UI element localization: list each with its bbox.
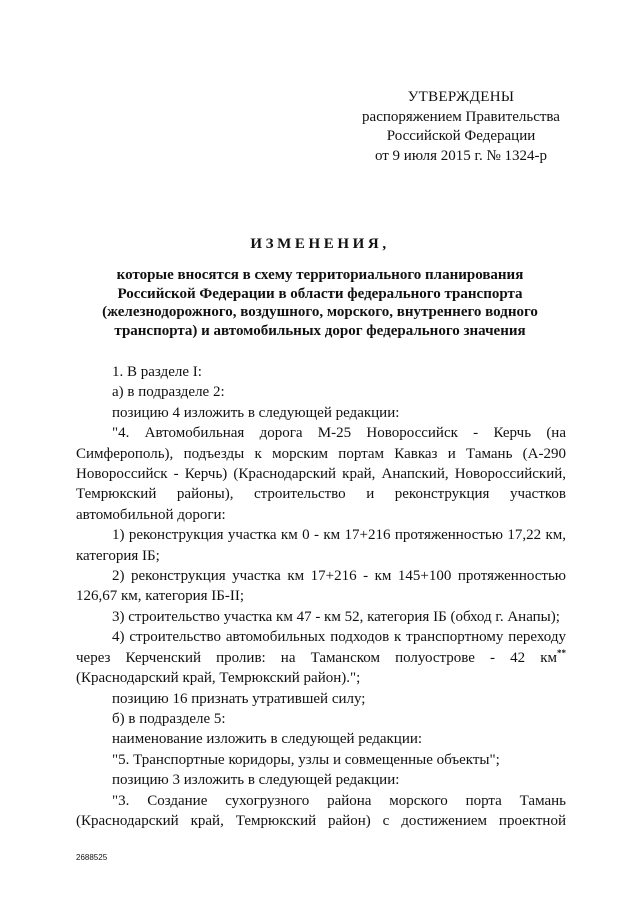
paragraph-position-3: "3. Создание сухогрузного района морского порта Тамань (Краснодарский край, Темрюкский район) с достижением проектной bbox=[76, 792, 566, 829]
subtitle-line-3: (железнодорожного, воздушного, морского, внутреннего водного bbox=[102, 304, 538, 320]
approval-title: УТВЕРЖДЕНЫ bbox=[407, 89, 515, 105]
paragraph-section-1: 1. В разделе I: bbox=[112, 364, 202, 380]
paragraph-position-4: "4. Автомобильная дорога М-25 Новороссийск - Керчь (на Симферополь), подъезды к морским портам Кавказ и Тамань (А-290 Новороссийск - Керчь) (Краснодарский край, Анапский, Новороссийский, Темрюкский районы), строительство и реконструкция участков автомобильной дороги: bbox=[76, 425, 566, 523]
paragraph-position-16: позицию 16 признать утратившей силу; bbox=[112, 690, 366, 707]
paragraph-subsection-5: б) в подразделе 5: bbox=[112, 710, 226, 727]
item-4-text-end: (Краснодарский край, Темрюкский район)."; bbox=[76, 670, 361, 687]
approval-stamp bbox=[336, 88, 586, 166]
item-4-text: 4) строительство автомобильных подходов к транспортному переходу через Керченский пролив: на Таманском полуострове - 42 км bbox=[76, 629, 566, 666]
paragraph-item-4 bbox=[76, 627, 566, 688]
subtitle-line-2: Российской Федерации в области федерального транспорта bbox=[117, 285, 523, 302]
document-body bbox=[76, 362, 566, 831]
document-subtitle bbox=[0, 266, 640, 340]
subtitle-line-1: которые вносятся в схему территориального планирования bbox=[116, 267, 524, 283]
footer-document-code: 2688525 bbox=[76, 853, 108, 862]
approval-line-3: от 9 июля 2015 г. № 1324-р bbox=[374, 147, 548, 164]
paragraph-subsection-2: а) в подразделе 2: bbox=[112, 384, 225, 401]
paragraph-name-intro: наименование изложить в следующей редакции: bbox=[112, 731, 423, 748]
document-heading bbox=[0, 236, 640, 340]
paragraph-position-4-intro: позицию 4 изложить в следующей редакции: bbox=[112, 404, 400, 421]
paragraph-new-name: "5. Транспортные коридоры, узлы и совмещенные объекты"; bbox=[112, 751, 500, 768]
subtitle-line-4: транспорта) и автомобильных дорог федерального значения bbox=[114, 322, 526, 339]
paragraph-item-2: 2) реконструкция участка км 17+216 - км 145+100 протяженностью 126,67 км, категория IБ-II; bbox=[76, 568, 566, 605]
approval-line-2: Российской Федерации bbox=[386, 128, 536, 144]
document-title: ИЗМЕНЕНИЯ, bbox=[250, 236, 390, 252]
paragraph-item-1: 1) реконструкция участка км 0 - км 17+216 протяженностью 17,22 км, категория IБ; bbox=[76, 527, 566, 564]
paragraph-item-3: 3) строительство участка км 47 - км 52, категория IБ (обход г. Анапы); bbox=[112, 608, 560, 625]
footnote-marker: ** bbox=[557, 647, 566, 658]
paragraph-position-3-intro: позицию 3 изложить в следующей редакции: bbox=[112, 772, 400, 789]
approval-line-1: распоряжением Правительства bbox=[362, 108, 560, 125]
